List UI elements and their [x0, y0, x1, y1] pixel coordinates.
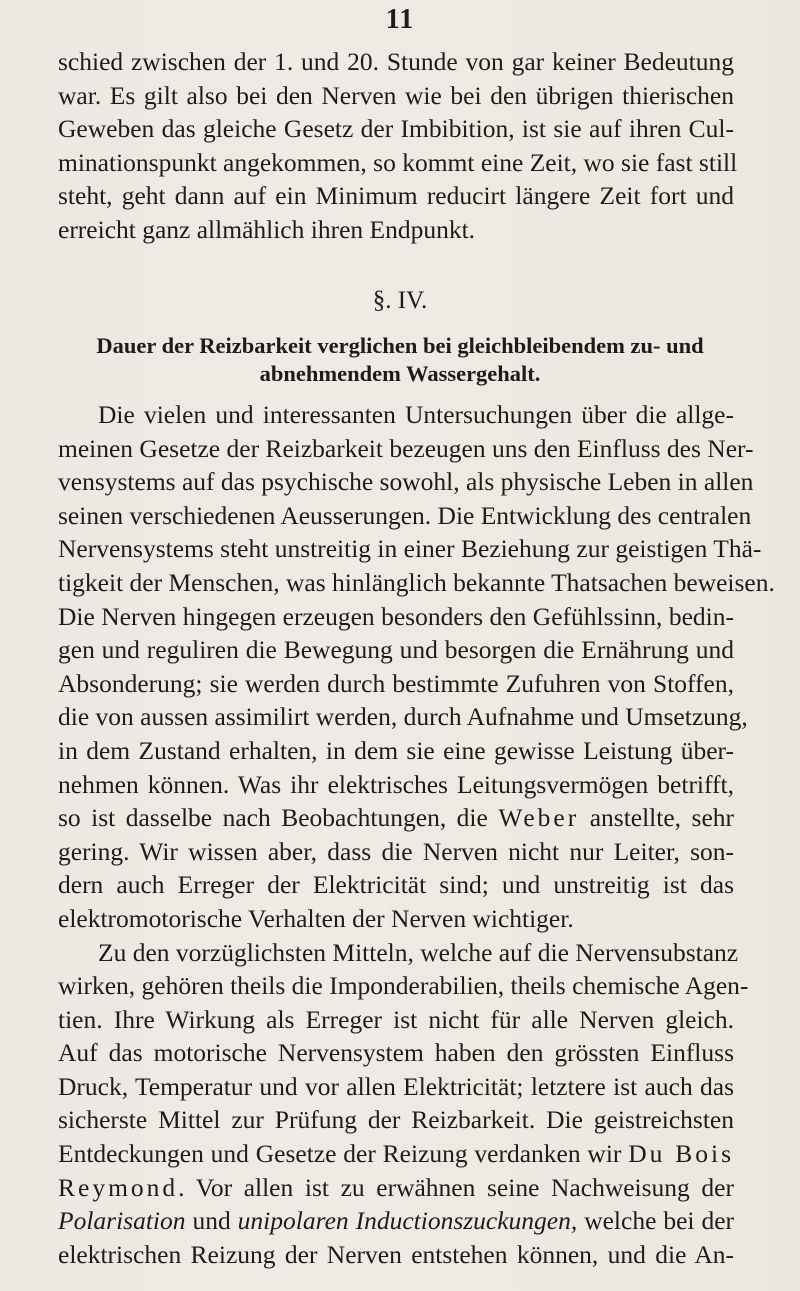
text-line: Geweben das gleiche Gesetz der Imbibition, ist sie auf ihren Cul-	[58, 114, 734, 144]
section-label: §. IV.	[372, 287, 428, 314]
text-line: Druck, Temperatur und vor allen Elektricität; letztere ist auch das	[58, 1071, 734, 1101]
text-line	[58, 1171, 734, 1205]
text-line: steht, geht dann auf ein Minimum reducirt längere Zeit fort und	[58, 181, 734, 211]
text-line: die von aussen assimilirt werden, durch Aufnahme und Umsetzung,	[58, 702, 748, 732]
body-text	[58, 398, 775, 1271]
text-line: in dem Zustand erhalten, in dem sie eine gewisse Leistung über-	[58, 735, 734, 765]
text-line: nehmen können. Was ihr elektrisches Leitungsvermögen betrifft,	[58, 769, 734, 799]
text-line	[58, 801, 734, 835]
opening-paragraph	[58, 45, 738, 247]
italic-term-polarisation: Polarisation	[58, 1206, 186, 1236]
text-run: und	[185, 1206, 238, 1236]
text-line: dern auch Erreger der Elektricität sind; und unstreitig ist das	[58, 870, 734, 900]
page-number: 11	[385, 4, 415, 35]
text-line: Die Nerven hingegen erzeugen besonders den Gefühlssinn, bedin-	[58, 601, 734, 631]
text-line: elektrischen Reizung der Nerven entstehen können, und die An-	[58, 1239, 734, 1269]
author-name-reymond: Reymond	[58, 1172, 179, 1202]
text-line: vensystems auf das psychische sowohl, als physische Leben in allen	[58, 467, 754, 497]
text-line: sicherste Mittel zur Prüfung der Reizbarkeit. Die geistreichsten	[58, 1105, 734, 1135]
text-line: elektromotorische Verhalten der Nerven wichtiger.	[58, 903, 574, 933]
text-line: Auf das motorische Nervensystem haben den grössten Einfluss	[58, 1038, 734, 1068]
text-line: seinen verschiedenen Aeusserungen. Die Entwicklung des centralen	[58, 500, 752, 530]
text-line: erreicht ganz allmählich ihren Endpunkt.	[58, 214, 476, 244]
text-line: wirken, gehören theils die Imponderabilien, theils chemische Agen-	[58, 971, 749, 1001]
text-run: so ist dasselbe nach Beobachtungen, die	[58, 803, 499, 833]
text-line: Die vielen und interessanten Untersuchungen über die allge-	[98, 400, 734, 429]
text-run: anstellte, sehr	[579, 803, 735, 833]
text-line	[58, 1137, 734, 1171]
text-line: tigkeit der Menschen, was hinlänglich bekannte Thatsachen beweisen.	[58, 567, 775, 597]
author-name-weber: Weber	[498, 803, 580, 833]
text-line: meinen Gesetze der Reizbarkeit bezeugen uns den Einfluss des Ner-	[58, 433, 754, 463]
text-run: Entdeckungen und Gesetze der Reizung verdanken wir	[58, 1139, 629, 1169]
text-line: war. Es gilt also bei den Nerven wie bei den übrigen thierischen	[58, 80, 734, 110]
text-line: minationspunkt angekommen, so kommt eine Zeit, wo sie fast still	[58, 147, 738, 177]
text-line: Nervensystems steht unstreitig in einer Beziehung zur geistigen Thä-	[58, 534, 762, 564]
section-heading-line: Dauer der Reizbarkeit verglichen bei gleichbleibendem zu- und	[96, 333, 704, 358]
italic-term-induction: unipolaren Inductionszuckungen	[237, 1206, 571, 1236]
section-heading	[0, 332, 800, 388]
text-line: Zu den vorzüglichsten Mitteln, welche auf die Nervensubstanz	[98, 937, 739, 967]
author-name-du-bois: Du Bois	[628, 1139, 734, 1169]
text-run: , welche bei der	[570, 1206, 735, 1236]
text-line: Absonderung; sie werden durch bestimmte Zufuhren von Stoffen,	[58, 668, 734, 698]
text-line: tien. Ihre Wirkung als Erreger ist nicht für alle Nerven gleich.	[58, 1004, 734, 1034]
text-line: schied zwischen der 1. und 20. Stunde von gar keiner Bedeutung	[58, 47, 734, 76]
text-line	[58, 1204, 734, 1238]
text-line: gering. Wir wissen aber, dass die Nerven nicht nur Leiter, son-	[58, 836, 734, 866]
text-line: gen und reguliren die Bewegung und besorgen die Ernährung und	[58, 635, 734, 665]
text-run: . Vor allen ist zu erwähnen seine Nachweisung der	[178, 1172, 734, 1202]
section-heading-line: abnehmendem Wassergehalt.	[259, 361, 541, 386]
